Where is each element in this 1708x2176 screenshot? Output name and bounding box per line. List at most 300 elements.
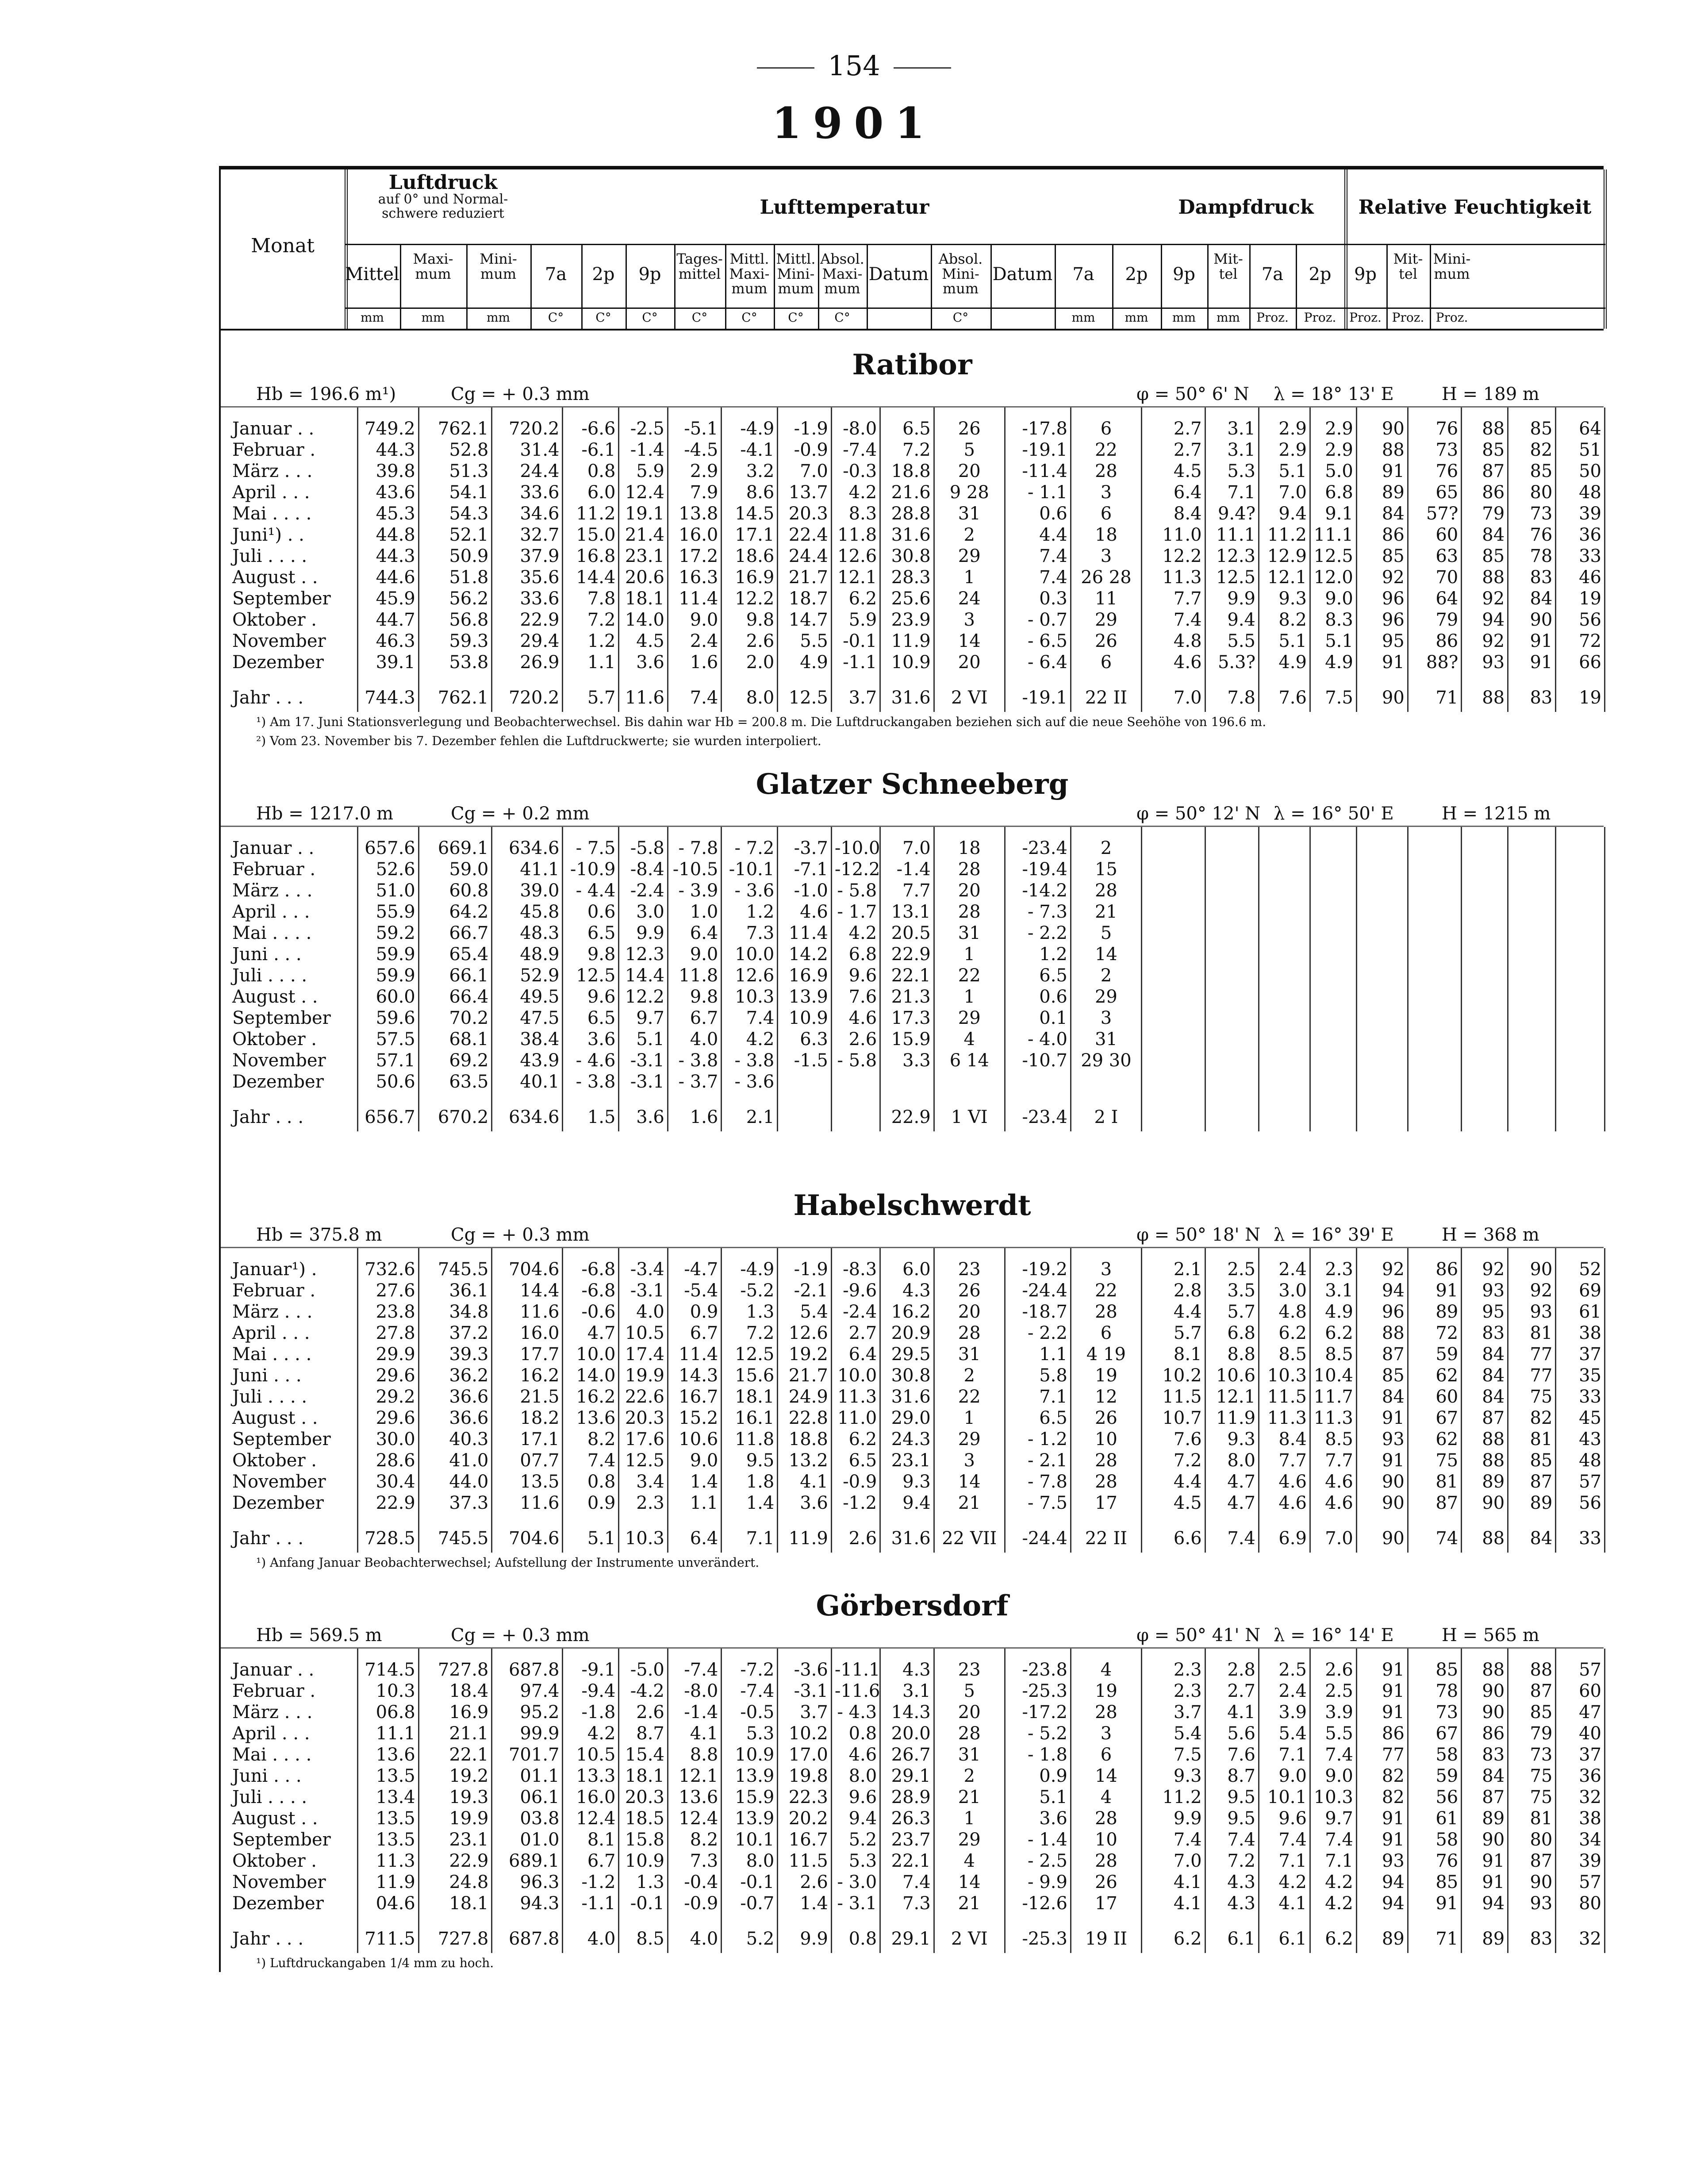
table-cell: 9.4?: [1205, 503, 1259, 524]
table-cell: 2 VI: [934, 684, 1005, 712]
table-cell: 728.5: [357, 1524, 418, 1553]
table-cell: 9.6: [1259, 1808, 1310, 1829]
table-cell: 57.5: [357, 1029, 418, 1050]
table-cell: 24.3: [880, 1429, 934, 1450]
table-cell: 6.0: [563, 482, 619, 503]
table-cell: [1556, 1007, 1605, 1029]
table-cell: [1142, 1029, 1205, 1050]
stations-container: [219, 331, 1604, 1972]
table-cell: [1142, 923, 1205, 944]
table-cell: 4.0: [563, 1925, 619, 1953]
table-cell: 8.6: [722, 482, 778, 503]
table-cell: -7.1: [778, 859, 831, 880]
table-cell: - 3.7: [668, 1071, 721, 1092]
table-cell: 39.8: [357, 461, 418, 482]
table-cell: 16.8: [563, 546, 619, 567]
table-cell: -11.6: [831, 1680, 880, 1702]
table-cell: 3.6: [778, 1492, 831, 1514]
table-cell: 94: [1356, 1280, 1408, 1301]
table-row: [221, 944, 1605, 965]
table-cell: [831, 1103, 880, 1131]
table-cell: [1462, 986, 1508, 1007]
table-cell: 4.3: [1205, 1872, 1259, 1893]
table-cell: [1205, 901, 1259, 923]
station-data-table: [221, 1248, 1605, 1553]
table-cell: [1462, 901, 1508, 923]
table-cell: 12.3: [619, 944, 668, 965]
table-cell: 57?: [1408, 503, 1461, 524]
table-cell: 22: [1071, 1280, 1141, 1301]
table-cell: 9.3: [1142, 1765, 1205, 1787]
header-unit: Proz.: [1349, 310, 1382, 325]
table-cell: 59.0: [418, 859, 492, 880]
table-cell: 52.1: [418, 524, 492, 546]
table-cell: 96.3: [492, 1872, 563, 1893]
table-cell: 46.3: [357, 631, 418, 652]
table-cell: 91: [1508, 652, 1556, 673]
table-cell: -5.2: [722, 1280, 778, 1301]
table-cell: 10.4: [1310, 1365, 1356, 1386]
table-cell: 41.0: [418, 1450, 492, 1471]
table-cell: 727.8: [418, 1925, 492, 1953]
table-cell: 10.3: [1259, 1365, 1310, 1386]
station-hb: Hb = 1217.0 m: [256, 804, 394, 824]
table-cell: 7.2: [722, 1323, 778, 1344]
table-row: [221, 1702, 1605, 1723]
table-cell: 1.4: [778, 1893, 831, 1914]
table-cell: 5.3: [1205, 461, 1259, 482]
table-cell: 5.6: [1205, 1723, 1259, 1744]
header-unit: C°: [741, 310, 757, 325]
table-cell: 689.1: [492, 1850, 563, 1872]
station-0: [219, 331, 1604, 750]
table-row: [221, 1659, 1605, 1680]
table-row: [221, 1765, 1605, 1787]
header-col: Datum: [868, 264, 929, 284]
table-cell: 29: [1071, 609, 1141, 631]
table-cell: 28.3: [880, 567, 934, 588]
table-cell: 83: [1508, 1925, 1556, 1953]
table-cell: 1: [934, 567, 1005, 588]
table-cell: [1508, 965, 1556, 986]
table-cell: 81: [1508, 1808, 1556, 1829]
table-cell: 67: [1408, 1723, 1461, 1744]
table-cell: 13.4: [357, 1787, 418, 1808]
table-cell: 7.6: [1142, 1429, 1205, 1450]
table-cell: 31: [1071, 1029, 1141, 1050]
table-cell: 1: [934, 1407, 1005, 1429]
table-cell: [1356, 838, 1408, 859]
header-col: 2p: [1125, 264, 1148, 284]
table-cell: 33.6: [492, 588, 563, 609]
table-cell: -0.1: [619, 1893, 668, 1914]
table-cell: 1.4: [668, 1471, 721, 1492]
table-cell: 19 II: [1071, 1925, 1141, 1953]
table-cell: 3: [934, 609, 1005, 631]
table-cell: 6.2: [1142, 1925, 1205, 1953]
table-cell: 20.6: [619, 567, 668, 588]
table-cell: -8.3: [831, 1259, 880, 1280]
table-cell: 749.2: [357, 418, 418, 439]
header-col: 9p: [638, 264, 661, 284]
table-cell: 47: [1556, 1702, 1605, 1723]
table-cell: 71: [1408, 1925, 1461, 1953]
table-cell: 70.2: [418, 1007, 492, 1029]
table-cell: 19.2: [418, 1765, 492, 1787]
table-cell: 97.4: [492, 1680, 563, 1702]
table-cell: -23.4: [1005, 1103, 1071, 1131]
table-cell: 19.1: [619, 503, 668, 524]
table-cell: 6.1: [1259, 1925, 1310, 1953]
table-cell: 7.1: [1259, 1850, 1310, 1872]
table-cell: [1310, 880, 1356, 901]
table-row: [221, 1301, 1605, 1323]
table-cell: 29: [934, 546, 1005, 567]
table-cell: 12.1: [1259, 567, 1310, 588]
table-cell: 18.8: [778, 1429, 831, 1450]
table-cell: [1310, 901, 1356, 923]
station-name: Görbersdorf: [816, 1589, 1009, 1622]
table-cell: 23.1: [418, 1829, 492, 1850]
table-row: [221, 1450, 1605, 1471]
table-cell: 28: [934, 901, 1005, 923]
table-cell: -1.4: [880, 859, 934, 880]
table-cell: 8.5: [1310, 1344, 1356, 1365]
table-cell: 5.4: [1259, 1723, 1310, 1744]
station-hb: Hb = 196.6 m¹): [256, 384, 396, 404]
table-cell: 31.6: [880, 684, 934, 712]
table-cell: 77: [1356, 1744, 1408, 1765]
table-cell: -4.7: [668, 1259, 721, 1280]
header-unit: C°: [548, 310, 564, 325]
table-cell: 65: [1408, 482, 1461, 503]
table-cell: [1556, 1050, 1605, 1071]
table-cell: 14.0: [563, 1365, 619, 1386]
table-cell: 6.7: [668, 1007, 721, 1029]
table-cell: 29.9: [357, 1344, 418, 1365]
table-cell: 3.9: [1259, 1702, 1310, 1723]
table-cell: 7.0: [880, 838, 934, 859]
table-cell: 66.7: [418, 923, 492, 944]
table-cell: 91: [1356, 1702, 1408, 1723]
table-cell: 2.9: [1310, 418, 1356, 439]
table-cell: 12.2: [619, 986, 668, 1007]
table-cell: 31.6: [880, 1386, 934, 1407]
table-cell: 29.2: [357, 1386, 418, 1407]
table-cell: 0.3: [1005, 588, 1071, 609]
table-cell: - 5.8: [831, 880, 880, 901]
table-header: [219, 166, 1604, 331]
table-cell: 4.3: [1205, 1893, 1259, 1914]
table-cell: 01.1: [492, 1765, 563, 1787]
table-cell: 22: [1071, 439, 1141, 461]
table-row: [221, 1323, 1605, 1344]
station-phi: φ = 50° 6' N: [1136, 384, 1249, 404]
header-unit: Proz.: [1392, 310, 1424, 325]
table-cell: 6.5: [563, 923, 619, 944]
table-row: [221, 503, 1605, 524]
table-cell: 14: [1071, 944, 1141, 965]
table-cell: 12.5: [722, 1344, 778, 1365]
table-cell: 26: [934, 1280, 1005, 1301]
table-row: [221, 1050, 1605, 1071]
table-cell: 11.3: [1310, 1407, 1356, 1429]
table-cell: -9.4: [563, 1680, 619, 1702]
table-cell: 63: [1408, 546, 1461, 567]
table-cell: 8.0: [722, 684, 778, 712]
table-cell: 82: [1508, 439, 1556, 461]
table-cell: 2.3: [1142, 1680, 1205, 1702]
table-cell: 20.5: [880, 923, 934, 944]
month-label: Mai . . . .: [221, 1344, 357, 1365]
table-cell: 1: [934, 944, 1005, 965]
month-label: November: [221, 1872, 357, 1893]
table-cell: 63.5: [418, 1071, 492, 1092]
table-cell: 38: [1556, 1808, 1605, 1829]
table-cell: 89: [1356, 1925, 1408, 1953]
table-cell: 7.2: [880, 439, 934, 461]
table-cell: 39.3: [418, 1344, 492, 1365]
table-cell: 24.8: [418, 1872, 492, 1893]
table-cell: 9.4: [831, 1808, 880, 1829]
table-cell: 2: [934, 1765, 1005, 1787]
table-cell: 4.6: [1142, 652, 1205, 673]
table-row: [221, 461, 1605, 482]
month-label: Oktober .: [221, 1029, 357, 1050]
table-cell: 8.2: [1259, 609, 1310, 631]
table-cell: 65.4: [418, 944, 492, 965]
table-cell: 88?: [1408, 652, 1461, 673]
table-row: [221, 1723, 1605, 1744]
table-cell: 36.2: [418, 1365, 492, 1386]
table-cell: 21: [934, 1893, 1005, 1914]
table-cell: 06.1: [492, 1787, 563, 1808]
table-cell: - 0.7: [1005, 609, 1071, 631]
table-cell: 2.7: [1142, 439, 1205, 461]
table-cell: 36.1: [418, 1280, 492, 1301]
table-cell: -0.6: [563, 1301, 619, 1323]
footnote: ¹) Luftdruckangaben 1/4 mm zu hoch.: [256, 1956, 494, 1970]
table-cell: 68.1: [418, 1029, 492, 1050]
table-cell: 45.9: [357, 588, 418, 609]
table-cell: 90: [1356, 1471, 1408, 1492]
table-cell: 13.5: [357, 1765, 418, 1787]
table-cell: 8.5: [1259, 1344, 1310, 1365]
table-cell: 14.2: [778, 944, 831, 965]
table-cell: 2 I: [1071, 1103, 1141, 1131]
table-cell: [1462, 1029, 1508, 1050]
table-cell: [1310, 1007, 1356, 1029]
table-cell: 73: [1408, 1702, 1461, 1723]
table-cell: 7.6: [1205, 1744, 1259, 1765]
table-cell: - 2.2: [1005, 923, 1071, 944]
table-cell: 78: [1508, 546, 1556, 567]
table-row: [221, 1680, 1605, 1702]
table-cell: 99.9: [492, 1723, 563, 1744]
table-cell: 6.5: [880, 418, 934, 439]
table-cell: 4: [1071, 1787, 1141, 1808]
table-cell: 94: [1356, 1893, 1408, 1914]
table-cell: 24.4: [778, 546, 831, 567]
table-cell: 11.7: [1310, 1386, 1356, 1407]
table-cell: 1 VI: [934, 1103, 1005, 1131]
table-cell: 86: [1462, 1723, 1508, 1744]
table-cell: 39.1: [357, 652, 418, 673]
month-label: Juli . . . .: [221, 965, 357, 986]
table-cell: 8.2: [668, 1829, 721, 1850]
table-cell: 4.1: [1205, 1702, 1259, 1723]
table-cell: 18.1: [619, 588, 668, 609]
page-number: 154: [0, 50, 1708, 82]
table-cell: 92: [1462, 631, 1508, 652]
table-cell: 3.0: [619, 901, 668, 923]
table-row: [221, 923, 1605, 944]
month-label: Juni . . .: [221, 1365, 357, 1386]
table-cell: 11.4: [668, 1344, 721, 1365]
table-cell: 26: [1071, 631, 1141, 652]
table-cell: 9.0: [1259, 1765, 1310, 1787]
table-cell: [1310, 923, 1356, 944]
table-cell: 6.8: [1205, 1323, 1259, 1344]
table-cell: 85: [1508, 1702, 1556, 1723]
table-cell: 59.3: [418, 631, 492, 652]
table-cell: 4.2: [1310, 1893, 1356, 1914]
table-cell: 89: [1356, 482, 1408, 503]
table-row: [221, 524, 1605, 546]
table-cell: 29: [934, 1429, 1005, 1450]
table-cell: 40.3: [418, 1429, 492, 1450]
table-cell: [1205, 923, 1259, 944]
month-label: Februar .: [221, 859, 357, 880]
table-cell: 36.6: [418, 1407, 492, 1429]
table-cell: 16.7: [778, 1829, 831, 1850]
table-cell: 7.4: [1259, 1829, 1310, 1850]
table-cell: -6.1: [563, 439, 619, 461]
table-cell: 6.2: [831, 588, 880, 609]
table-cell: 9.3: [1259, 588, 1310, 609]
table-cell: 26: [1071, 1872, 1141, 1893]
station-cg: Cg = + 0.2 mm: [451, 804, 590, 824]
table-cell: 4.6: [831, 1744, 880, 1765]
table-cell: 90: [1462, 1829, 1508, 1850]
table-cell: 39: [1556, 1850, 1605, 1872]
table-cell: -6.8: [563, 1280, 619, 1301]
table-cell: 26.3: [880, 1808, 934, 1829]
table-cell: [1259, 880, 1310, 901]
table-cell: [1356, 986, 1408, 1007]
table-cell: 91: [1408, 1280, 1461, 1301]
table-cell: -7.2: [722, 1659, 778, 1680]
table-cell: 10.6: [668, 1429, 721, 1450]
table-cell: 37: [1556, 1744, 1605, 1765]
table-cell: 4.6: [1259, 1471, 1310, 1492]
table-cell: 4.4: [1005, 524, 1071, 546]
table-cell: 88: [1462, 1524, 1508, 1553]
table-cell: 80: [1556, 1893, 1605, 1914]
table-cell: 29 30: [1071, 1050, 1141, 1071]
table-cell: -2.4: [619, 880, 668, 901]
table-row: [221, 588, 1605, 609]
table-cell: 22.9: [492, 609, 563, 631]
table-cell: 18: [934, 838, 1005, 859]
table-cell: 5.3: [722, 1723, 778, 1744]
table-cell: -4.1: [722, 439, 778, 461]
table-cell: 17.3: [880, 1007, 934, 1029]
table-cell: 14: [934, 1471, 1005, 1492]
header-unit: mm: [1172, 310, 1196, 325]
table-cell: 23.1: [619, 546, 668, 567]
table-cell: 4.8: [1142, 631, 1205, 652]
table-cell: 13.3: [563, 1765, 619, 1787]
table-cell: 5.3: [831, 1850, 880, 1872]
station-name: Glatzer Schneeberg: [756, 768, 1069, 801]
table-cell: 22.3: [778, 1787, 831, 1808]
table-cell: 8.1: [1142, 1344, 1205, 1365]
table-cell: 6.2: [1310, 1925, 1356, 1953]
table-cell: 711.5: [357, 1925, 418, 1953]
table-cell: 11.1: [1205, 524, 1259, 546]
header-col: Mit-tel: [1213, 250, 1243, 282]
table-cell: [1142, 1071, 1205, 1092]
table-cell: -25.3: [1005, 1680, 1071, 1702]
table-cell: -4.2: [619, 1680, 668, 1702]
table-row: [221, 1829, 1605, 1850]
table-row: [221, 1808, 1605, 1829]
table-cell: [1556, 986, 1605, 1007]
table-cell: 14: [934, 631, 1005, 652]
table-cell: 86: [1356, 524, 1408, 546]
table-cell: 1.2: [722, 901, 778, 923]
table-cell: 84: [1462, 524, 1508, 546]
table-cell: 6.3: [778, 1029, 831, 1050]
table-cell: -19.1: [1005, 439, 1071, 461]
table-cell: 11.5: [1142, 1386, 1205, 1407]
table-cell: -0.3: [831, 461, 880, 482]
table-cell: 4: [934, 1850, 1005, 1872]
table-cell: 634.6: [492, 1103, 563, 1131]
table-cell: 9.6: [831, 1787, 880, 1808]
table-cell: 656.7: [357, 1103, 418, 1131]
table-cell: 1.4: [722, 1492, 778, 1514]
table-cell: 7.4: [1310, 1744, 1356, 1765]
table-cell: 2.6: [1310, 1659, 1356, 1680]
table-cell: 72: [1408, 1323, 1461, 1344]
year-row: [221, 1524, 1605, 1553]
table-cell: -8.0: [831, 418, 880, 439]
table-cell: 84: [1356, 503, 1408, 524]
month-label: September: [221, 588, 357, 609]
station-phi: φ = 50° 18' N: [1136, 1225, 1261, 1245]
table-cell: 9.7: [619, 1007, 668, 1029]
climate-table: [219, 166, 1604, 1972]
table-cell: 11.0: [831, 1407, 880, 1429]
table-row: [221, 1280, 1605, 1301]
table-cell: 4.1: [1259, 1893, 1310, 1914]
table-cell: 6.0: [880, 1259, 934, 1280]
table-cell: [1408, 923, 1461, 944]
header-unit-rule: [345, 308, 1605, 309]
table-cell: 12.1: [668, 1765, 721, 1787]
table-cell: 59.9: [357, 944, 418, 965]
table-cell: [1205, 944, 1259, 965]
table-cell: 18.1: [418, 1893, 492, 1914]
table-cell: [1556, 880, 1605, 901]
station-cg: Cg = + 0.3 mm: [451, 1225, 590, 1245]
table-cell: 3.1: [1310, 1280, 1356, 1301]
table-cell: 40.1: [492, 1071, 563, 1092]
table-cell: 91: [1462, 1872, 1508, 1893]
table-cell: 18.5: [619, 1808, 668, 1829]
